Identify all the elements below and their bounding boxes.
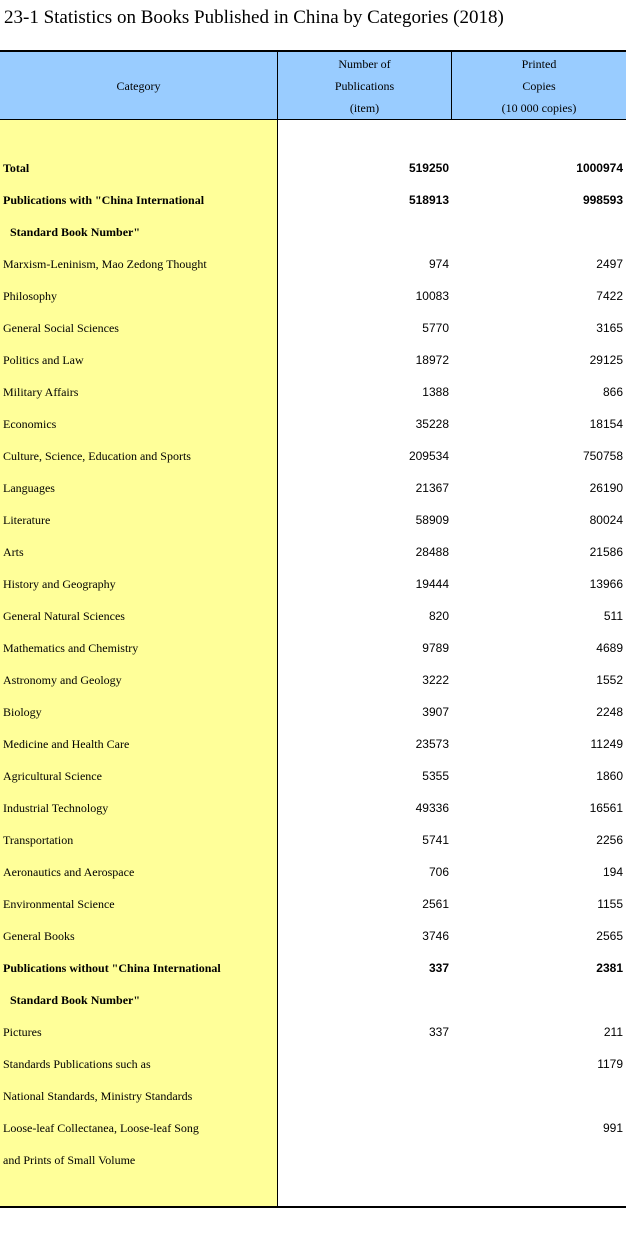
row-copies: 18154 <box>589 417 623 431</box>
row-copies: 3165 <box>596 321 623 335</box>
header-category <box>0 52 277 119</box>
row-publications: 820 <box>428 609 449 623</box>
table-row <box>0 216 626 248</box>
row-publications: 1388 <box>422 385 449 399</box>
row-copies: 2381 <box>596 961 623 975</box>
table-row <box>0 536 626 568</box>
row-category: Military Affairs <box>3 385 79 399</box>
row-copies: 2497 <box>596 257 623 271</box>
row-copies: 2248 <box>596 705 623 719</box>
row-copies: 1000974 <box>576 161 623 175</box>
row-category: Culture, Science, Education and Sports <box>3 449 191 463</box>
table-row <box>0 280 626 312</box>
row-category: Aeronautics and Aerospace <box>3 865 135 879</box>
row-copies: 29125 <box>589 353 623 367</box>
row-publications: 5741 <box>422 833 449 847</box>
row-category: General Books <box>3 929 75 943</box>
row-category: Mathematics and Chemistry <box>3 641 139 655</box>
header-copies <box>452 52 626 119</box>
row-copies: 998593 <box>582 193 623 207</box>
table-row <box>0 376 626 408</box>
header-category-label: Category <box>116 78 161 93</box>
row-category: Transportation <box>3 833 74 847</box>
table-row <box>0 792 626 824</box>
header-publications-line2: Publications <box>334 78 395 93</box>
table-row <box>0 888 626 920</box>
table-row <box>0 152 626 184</box>
table-row <box>0 184 626 216</box>
row-publications: 3746 <box>422 929 449 943</box>
row-copies: 991 <box>602 1121 623 1135</box>
row-category: Environmental Science <box>3 897 115 911</box>
row-category: Philosophy <box>3 289 58 303</box>
row-category: Biology <box>3 705 42 719</box>
row-copies: 1860 <box>596 769 623 783</box>
table-row <box>0 920 626 952</box>
row-copies: 80024 <box>589 513 623 527</box>
row-category: Arts <box>3 545 24 559</box>
row-category: Marxism-Leninism, Mao Zedong Thought <box>3 257 207 271</box>
row-copies: 866 <box>602 385 623 399</box>
row-copies: 21586 <box>589 545 623 559</box>
row-publications: 706 <box>428 865 449 879</box>
row-publications: 518913 <box>408 193 449 207</box>
row-publications: 974 <box>428 257 449 271</box>
table-row <box>0 664 626 696</box>
table-row <box>0 440 626 472</box>
row-publications: 21367 <box>415 481 449 495</box>
row-copies: 2565 <box>596 929 623 943</box>
row-copies: 1552 <box>596 673 623 687</box>
row-category: General Social Sciences <box>3 321 119 335</box>
row-category: General Natural Sciences <box>3 609 125 623</box>
row-copies: 1155 <box>597 897 623 911</box>
header-publications-line1: Number of <box>338 56 391 71</box>
row-publications: 2561 <box>422 897 449 911</box>
row-category: Agricultural Science <box>3 769 102 783</box>
table-bottom-rule <box>0 1206 626 1208</box>
header-copies-line3: (10 000 copies) <box>501 100 577 115</box>
header-divider-1 <box>277 52 278 119</box>
table-row <box>0 952 626 984</box>
row-publications: 337 <box>428 1025 449 1039</box>
row-publications: 3907 <box>422 705 449 719</box>
row-copies: 2256 <box>596 833 623 847</box>
table-row <box>0 760 626 792</box>
header-divider-2 <box>451 52 452 119</box>
table-row <box>0 344 626 376</box>
row-publications: 23573 <box>415 737 449 751</box>
row-category: National Standards, Ministry Standards <box>3 1089 193 1103</box>
row-category: History and Geography <box>3 577 116 591</box>
table-row <box>0 1112 626 1144</box>
row-copies: 750758 <box>582 449 623 463</box>
row-category: Politics and Law <box>3 353 84 367</box>
table-row <box>0 568 626 600</box>
row-category: Standard Book Number" <box>10 225 141 239</box>
row-category: Literature <box>3 513 51 527</box>
table-row <box>0 1080 626 1112</box>
row-copies: 211 <box>603 1025 623 1039</box>
table-row <box>0 824 626 856</box>
row-category: Pictures <box>3 1025 42 1039</box>
row-copies: 4689 <box>596 641 623 655</box>
table-body <box>0 152 626 1176</box>
row-publications: 58909 <box>415 513 449 527</box>
header-copies-line2: Copies <box>522 78 556 93</box>
row-publications: 28488 <box>415 545 449 559</box>
table-row <box>0 632 626 664</box>
row-publications: 18972 <box>415 353 449 367</box>
row-category: and Prints of Small Volume <box>3 1153 136 1167</box>
row-copies: 511 <box>603 609 623 623</box>
header-publications-line3: (item) <box>349 100 380 115</box>
row-category: Publications without "China International <box>3 961 221 975</box>
table-row <box>0 696 626 728</box>
table-row <box>0 248 626 280</box>
row-publications: 9789 <box>422 641 449 655</box>
table-row <box>0 504 626 536</box>
row-category: Astronomy and Geology <box>3 673 122 687</box>
row-copies: 16561 <box>589 801 623 815</box>
header-copies-line1: Printed <box>521 56 557 71</box>
row-category: Loose-leaf Collectanea, Loose-leaf Song <box>3 1121 199 1135</box>
table-row <box>0 312 626 344</box>
row-copies: 11249 <box>590 737 623 751</box>
row-category: Medicine and Health Care <box>3 737 130 751</box>
table-row <box>0 728 626 760</box>
table-row <box>0 984 626 1016</box>
row-publications: 10083 <box>415 289 449 303</box>
row-copies: 1179 <box>597 1057 623 1071</box>
table-row <box>0 1144 626 1176</box>
row-publications: 337 <box>428 961 449 975</box>
row-publications: 5355 <box>422 769 449 783</box>
row-copies: 13966 <box>589 577 623 591</box>
row-category: Standards Publications such as <box>3 1057 151 1071</box>
table-row <box>0 856 626 888</box>
row-publications: 3222 <box>422 673 449 687</box>
row-publications: 209534 <box>408 449 449 463</box>
row-category: Standard Book Number" <box>10 993 141 1007</box>
row-copies: 194 <box>602 865 623 879</box>
row-category: Economics <box>3 417 57 431</box>
table-row <box>0 472 626 504</box>
row-category: Publications with "China International <box>3 193 205 207</box>
row-copies: 7422 <box>596 289 623 303</box>
row-publications: 49336 <box>415 801 449 815</box>
row-category: Languages <box>3 481 55 495</box>
row-publications: 519250 <box>408 161 449 175</box>
page-title: 23-1 Statistics on Books Published in China by Categories (2018) <box>4 7 504 28</box>
row-publications: 5770 <box>422 321 449 335</box>
row-publications: 19444 <box>415 577 449 591</box>
row-category: Industrial Technology <box>3 801 109 815</box>
row-category: Total <box>3 161 30 175</box>
row-copies: 26190 <box>589 481 623 495</box>
table-row <box>0 1048 626 1080</box>
table-row <box>0 600 626 632</box>
header-publications <box>278 52 451 119</box>
table-row <box>0 1016 626 1048</box>
row-publications: 35228 <box>415 417 449 431</box>
table-row <box>0 408 626 440</box>
table-header <box>0 52 626 119</box>
